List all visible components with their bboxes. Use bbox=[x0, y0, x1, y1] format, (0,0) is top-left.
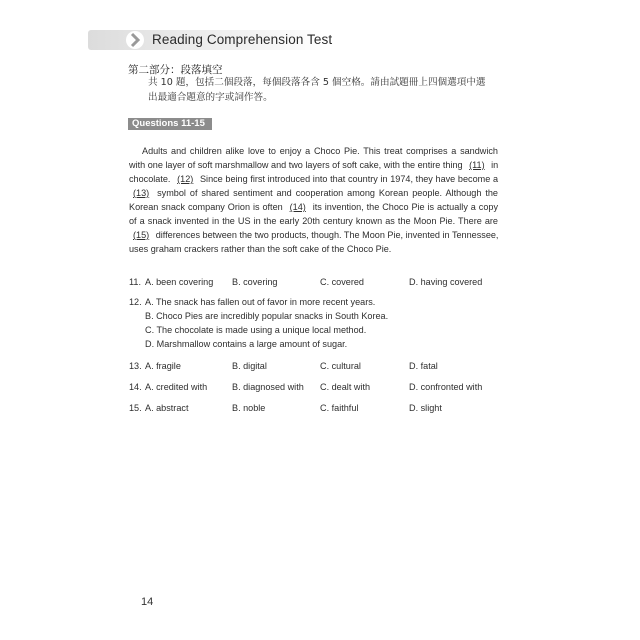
passage-text: uses graham crackers rather than the soft cake of the Choco Pie. bbox=[129, 244, 392, 254]
question-number: 13. bbox=[129, 361, 142, 371]
passage-text: its invention, the Choco Pie is actually a copy bbox=[309, 202, 499, 212]
answer-option[interactable]: A. The snack has fallen out of favor in more recent years. bbox=[145, 297, 376, 307]
answer-option[interactable]: D. confronted with bbox=[409, 382, 483, 392]
answer-option[interactable]: B. diagnosed with bbox=[232, 382, 304, 392]
passage-text: Adults and children alike love to enjoy a Choco Pie. This treat comprises a sandwich bbox=[142, 146, 498, 156]
answer-option[interactable]: A. abstract bbox=[145, 403, 189, 413]
passage-text: Since being first introduced into that country in 1974, they have become a bbox=[197, 174, 499, 184]
passage-line bbox=[129, 214, 498, 228]
passage-blank: (12) bbox=[177, 174, 194, 184]
answer-option[interactable]: C. faithful bbox=[320, 403, 359, 413]
answer-option[interactable]: D. fatal bbox=[409, 361, 438, 371]
passage-line bbox=[129, 158, 498, 172]
passage-text: Korean snack company Orion is often bbox=[129, 202, 286, 212]
question-number: 12. bbox=[129, 297, 142, 307]
answer-option[interactable]: A. been covering bbox=[145, 277, 214, 287]
question-number: 15. bbox=[129, 403, 142, 413]
answer-option[interactable]: D. slight bbox=[409, 403, 442, 413]
instruction-line-1: 共 10 題，包括二個段落，每個段落各含 5 個空格。請由試題冊上四個選項中選 bbox=[148, 77, 486, 88]
question-number: 11. bbox=[129, 277, 141, 287]
answer-option[interactable]: B. Choco Pies are incredibly popular snacks in South Korea. bbox=[145, 311, 389, 321]
instruction-line-2: 出最適合題意的字或詞作答。 bbox=[148, 92, 273, 103]
answer-option[interactable]: B. covering bbox=[232, 277, 278, 287]
chevron-right-icon bbox=[124, 30, 146, 50]
passage-text: in bbox=[488, 160, 499, 170]
passage-blank: (14) bbox=[289, 202, 306, 212]
questions-badge: Questions 11-15 bbox=[128, 118, 212, 130]
passage-line bbox=[129, 186, 498, 200]
section-instructions bbox=[148, 75, 498, 105]
answer-option[interactable]: C. The chocolate is made using a unique local method. bbox=[145, 325, 367, 335]
passage-blank: (15) bbox=[133, 230, 150, 240]
answer-option[interactable]: B. digital bbox=[232, 361, 267, 371]
answer-option[interactable]: A. fragile bbox=[145, 361, 181, 371]
header-title: Reading Comprehension Test bbox=[152, 32, 333, 47]
passage-blank: (13) bbox=[133, 188, 150, 198]
passage-text: of a snack invented in the US in the early 20th century known as the Moon Pie. There are bbox=[129, 216, 498, 226]
passage-line bbox=[129, 242, 498, 256]
page-number: 14 bbox=[141, 596, 154, 608]
answer-option[interactable]: D. Marshmallow contains a large amount of sugar. bbox=[145, 339, 348, 349]
answer-option[interactable]: C. cultural bbox=[320, 361, 361, 371]
answer-option[interactable]: D. having covered bbox=[409, 277, 483, 287]
passage-line bbox=[129, 228, 498, 242]
passage-line bbox=[129, 144, 498, 158]
passage-text: chocolate. bbox=[129, 174, 174, 184]
passage-line bbox=[129, 200, 498, 214]
section-title: 第二部分：段落填空 bbox=[128, 64, 223, 76]
passage-text: with one layer of soft marshmallow and two layers of soft cake, with the entire thing bbox=[129, 160, 466, 170]
question-number: 14. bbox=[129, 382, 142, 392]
passage-text: differences between the two products, though. The Moon Pie, invented in Tennessee, bbox=[153, 230, 499, 240]
answer-option[interactable]: A. credited with bbox=[145, 382, 208, 392]
answer-option[interactable]: C. covered bbox=[320, 277, 364, 287]
passage-text: symbol of shared sentiment and cooperation among Korean people. Although the bbox=[153, 188, 498, 198]
reading-passage bbox=[129, 144, 498, 256]
passage-line bbox=[129, 172, 498, 186]
answer-option[interactable]: C. dealt with bbox=[320, 382, 371, 392]
passage-blank: (11) bbox=[469, 160, 485, 170]
answer-option[interactable]: B. noble bbox=[232, 403, 266, 413]
